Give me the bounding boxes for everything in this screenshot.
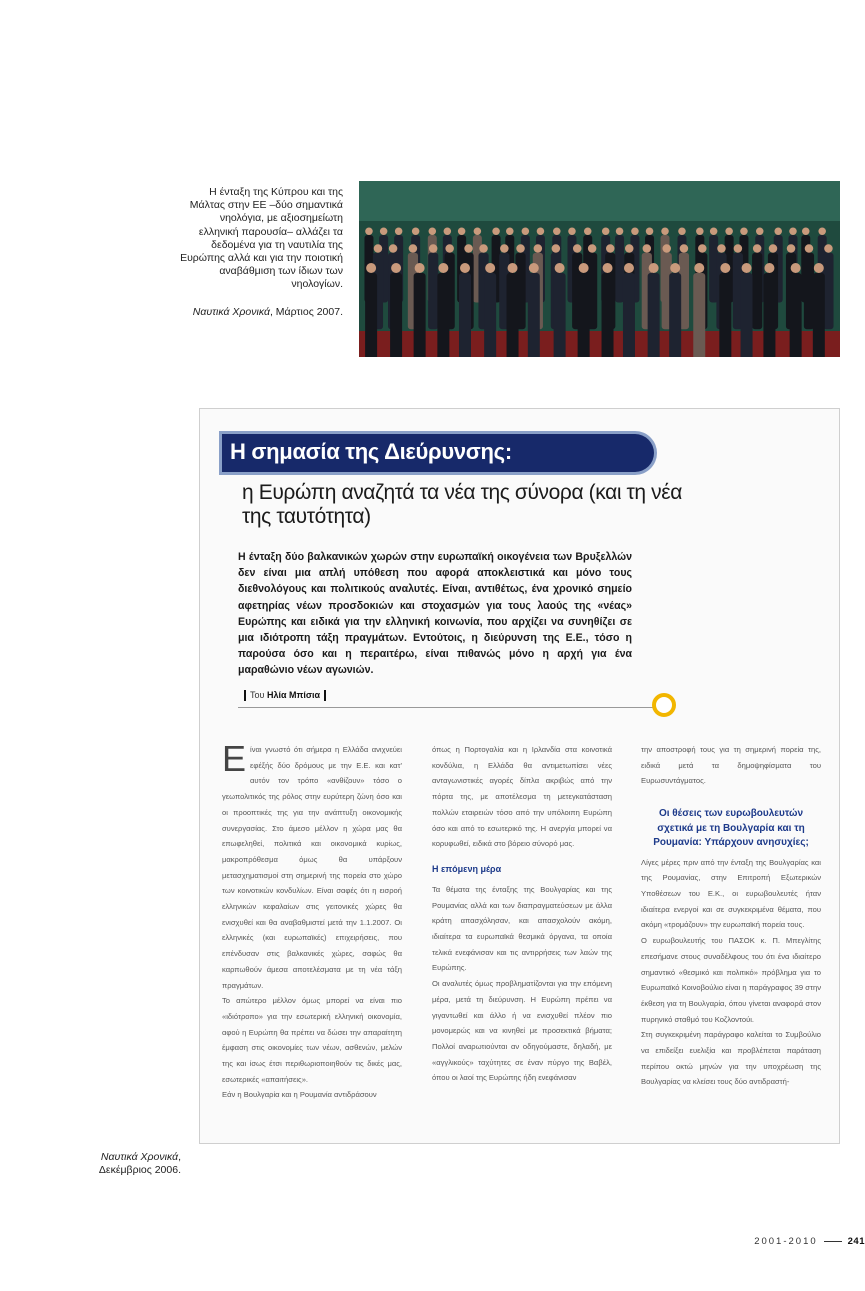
figure-head: [366, 263, 376, 273]
col3-paragraph-1: την αποστροφή τους για τη σημερινή πορεία της, ειδικά μετά τα δημοψηφίσματα του Ευρωσυντάγματος.: [641, 745, 821, 786]
figure-body: [823, 253, 833, 329]
figure-body: [459, 273, 471, 357]
figure-body: [813, 273, 825, 357]
article-column-2: [432, 742, 612, 1086]
figure-head: [662, 244, 671, 253]
figure-head: [643, 244, 652, 253]
figure-head: [429, 228, 437, 236]
figure-head: [802, 228, 810, 236]
col3-paragraph-4: Στη συγκεκριμένη παράγραφο καλείται το Συμβούλιο να επιδείξει ευελιξία και προβλέπεται παράταση περίπου οκτώ μηνών για την υποχρέωση της Βουλγαρίας να κλείσει τους δύο αντιδραστή-: [641, 1030, 821, 1087]
figure-head: [395, 228, 403, 236]
byline-prefix: Του: [250, 690, 265, 700]
figure-head: [464, 244, 473, 253]
footer-years: 2001-2010: [754, 1236, 818, 1247]
figure-body: [528, 273, 540, 357]
figure-head: [506, 228, 514, 236]
figure-head: [508, 263, 518, 273]
figure-head: [694, 263, 704, 273]
figure-head: [444, 228, 452, 236]
col1-paragraph-2: Το απώτερο μέλλον όμως μπορεί να είναι πιο «ιδιότροπο» για την εσωτερική ελληνική οικονομία, αφού η Ευρώπη θα πρέπει να δώσει την απαραίτητη έμφαση στις οικονομίες των νέων, ασθενών, μελών της και ίσως έτσι περιθωριοποιηθούν τις δικές μας, εσωτερικές «απαιτήσεις».: [222, 996, 402, 1084]
figure-body: [365, 273, 377, 357]
figure-head: [415, 263, 425, 273]
col3-paragraph-2: Λίγες μέρες πριν από την ένταξη της Βουλγαρίας και της Ρουμανίας, στην Επιτροπή Εξωτερικών Υποθέσεων του Ε.Κ., οι ευρωβουλευτές ήταν ιδιαίτερα ενεργοί και σε συγκεκριμένα θέματα, που ακόμη «τρομάζουν» την ευρωπαϊκή πορεία τους.: [641, 857, 821, 930]
figure-body: [648, 273, 660, 357]
figure-head: [588, 244, 597, 253]
figure-body: [623, 273, 635, 357]
figure-head: [678, 228, 686, 236]
figure-head: [555, 263, 565, 273]
figure-head: [603, 263, 613, 273]
clipping-byline: [240, 690, 330, 701]
byline-bar-left: [244, 690, 246, 701]
figure-head: [579, 263, 589, 273]
figure-head: [787, 244, 796, 253]
figure-body: [804, 253, 814, 329]
col3-paragraph-3: Ο ευρωβουλευτής του ΠΑΣΟΚ κ. Π. Μπεγλίτης επεσήμανε στους συναδέλφους του ότι ένα ιδιαίτερο σημαντικό «θεσμικό και πολιτικό» πρόβλημα για το Ευρωπαϊκό Κοινοβούλιο είναι η παράγραφος 39 στην έκθεση για τη Βουλγαρία, όπου γίνεται αναφορά στον πυρηνικό σταθμό του Κοζλοντούι.: [641, 936, 821, 1024]
col1-paragraph-1-text: ίναι γνωστό ότι σήμερα η Ελλάδα ανιχνεύει εφέξής δύο δρόμους με την Ε.Ε. και κατ' αυτόν τον τρόπο «ανθίζουν» τόσο ο γεωπολιτικός της ρόλος στην ευρύτερη ζώνη όσο και οι προοπτικές της για την ανάπτυξη οικονομικής συνεργασίας. Στο άμεσο μέλλον η χώρα μας θα επωφεληθεί, πολιτικά και οικονομικά κυρίως, μακροπρόθεσμα όμως θα υπάρξουν μετασχηματισμοί στη σημερινή της πορεία στο χώρο των κοινοτικών κονδυλίων. Είναι σαφές ότι η εισροή ελληνικών κεφαλαίων στις γειτονικές χώρες θα ενισχυθεί και θα αναβαθμιστεί μετά την 1.1.2007. Οι ελληνικές (και ευρωπαϊκές) επιχειρήσεις, που επένδυσαν στις βαλκανικές χώρες, σαφώς θα καρπωθούν άμεσα αποτελέσματα με τη νέα τάξη πραγμάτων.: [222, 745, 402, 990]
dropcap: Ε: [222, 738, 247, 779]
col2-paragraph-1: όπως η Πορτογαλία και η Ιρλανδία στα κοινοτικά κονδύλια, η Ελλάδα θα αντιμετωπίσει νέες ανταγωνιστικές αγορές δίπλα ακριβώς από την πόρτα της, με αποτέλεσμα τη μετεγκατάσταση πολλών εταιρειών τόσο από την υπόλοιπη Ευρώπη όσο και από το εσωτερικό της. Η ανεργία μπορεί να κορυφωθεί, ειδικά στο βόρειο σύνορό μας.: [432, 745, 612, 849]
clipping-caption: [60, 1151, 181, 1177]
figure-head: [573, 244, 582, 253]
byline-author: Ηλία Μπίσια: [266, 690, 321, 700]
figure-head: [646, 228, 654, 236]
figure-head: [412, 228, 420, 236]
figure-head: [734, 244, 743, 253]
figure-head: [374, 244, 383, 253]
figure-head: [389, 244, 398, 253]
figure-head: [824, 244, 833, 253]
figure-body: [507, 273, 519, 357]
figure-head: [717, 244, 726, 253]
figure-head: [537, 228, 545, 236]
figure-body: [669, 273, 681, 357]
figure-head: [429, 244, 438, 253]
figure-head: [460, 263, 470, 273]
figure-head: [479, 244, 488, 253]
col1-paragraph-3: Εάν η Βουλγαρία και η Ρουμανία αντιδράσουν: [222, 1090, 377, 1100]
figure-head: [438, 263, 448, 273]
figure-body: [578, 273, 590, 357]
figure-body: [763, 273, 775, 357]
figure-head: [769, 244, 778, 253]
figure-body: [554, 273, 566, 357]
figure-head: [818, 228, 826, 236]
magazine-clipping: [199, 408, 840, 1144]
figure-body: [437, 273, 449, 357]
figure-head: [661, 228, 669, 236]
figure-head: [631, 228, 639, 236]
figure-body: [390, 273, 402, 357]
article-column-3: [641, 742, 821, 1090]
figure-head: [380, 228, 388, 236]
figure-head: [670, 263, 680, 273]
figure-body: [484, 273, 496, 357]
figure-head: [529, 263, 539, 273]
figure-body: [428, 253, 438, 329]
col2-paragraph-3: Οι αναλυτές όμως προβληματίζονται για την επόμενη μέρα, μετά τη διεύρυνση. Η Ευρώπη πρέπει να γιγαντωθεί και άλλο ή να ενισχυθεί πλέον πιο μονομερώς και να κινηθεί με προσεκτικά βήματα; Πολλοί αναρωτιούνται αν οδηγούμαστε, δηλαδή, με «αγγλικούς» ταχύτητες σε έναν πύργο της Βαβέλ, όπου οι λαοί της Ευρώπης ήδη ενεφάνισαν: [432, 979, 612, 1083]
figure-head: [522, 228, 530, 236]
figure-head: [553, 228, 561, 236]
figure-head: [680, 244, 689, 253]
figure-head: [365, 228, 373, 236]
figure-head: [720, 263, 730, 273]
figure-head: [616, 228, 624, 236]
figure-body: [790, 273, 802, 357]
figure-head: [409, 244, 418, 253]
figure-head: [474, 228, 482, 236]
figure-head: [710, 228, 718, 236]
page-footer: [754, 1236, 865, 1247]
figure-head: [764, 263, 774, 273]
col2-paragraph-2: Τα θέματα της ένταξης της Βουλγαρίας και της Ρουμανίας αλλά και των διαπραγματεύσεων με άλλα κράτη απασχόλησαν, και απασχολούν ακόμη, ιδιαίτερα τα ευρωπαϊκά θεσμικά όργανα, τα οποία τελικά ενεφάνισαν και τις αντιρρήσεις των λαών της Ευρώπης.: [432, 884, 612, 973]
clipping-subhead: η Ευρώπη αναζητά τα νέα της σύνορα (και τη νέα της ταυτότητα): [242, 481, 682, 528]
figure-body: [752, 253, 762, 329]
figure-body: [693, 273, 705, 357]
col1-paragraph-1: [222, 738, 402, 993]
photo-caption-text: Η ένταξη της Κύπρου και της Μάλτας στην ΕΕ –δύο σημαντικά νηολόγια, με αξιοσημείωτη ελληνική παρουσία– αλλάζει τα δεδομένα για τη ναυτιλία της Ευρώπης αλλά και για την ποιοτική αναβάθμιση των ίδιων των νηολογίων.: [180, 186, 343, 291]
figure-body: [414, 273, 426, 357]
figure-head: [698, 244, 707, 253]
figure-head: [500, 244, 509, 253]
figure-head: [602, 228, 610, 236]
figure-head: [756, 228, 764, 236]
figure-head: [445, 244, 454, 253]
article-column-1: [222, 738, 402, 1103]
clipping-caption-date: , Δεκέμβριος 2006.: [98, 1151, 181, 1176]
figure-body: [719, 273, 731, 357]
col3-subtitle: Οι θέσεις των ευρωβουλευτών σχετικά με τη Βουλγαρία και τη Ρουμανία: Υπάρχουν ανησυχίες;: [653, 808, 809, 849]
figure-head: [534, 244, 543, 253]
col2-subtitle: Η επόμενη μέρα: [432, 863, 502, 874]
accent-ring-icon: [652, 693, 676, 717]
page-number: 241: [847, 1236, 865, 1247]
figure-head: [753, 244, 762, 253]
photo-caption: [180, 186, 343, 319]
figure-head: [391, 263, 401, 273]
figure-head: [789, 228, 797, 236]
figure-head: [492, 228, 500, 236]
figure-head: [625, 244, 634, 253]
figure-head: [696, 228, 704, 236]
photo-caption-date: , Μάρτιος 2007.: [269, 305, 343, 318]
figure-head: [791, 263, 801, 273]
figure-head: [485, 263, 495, 273]
group-photo: [359, 181, 840, 357]
figure-head: [552, 244, 561, 253]
figure-head: [814, 263, 824, 273]
clipping-banner-title: Η σημασία της Διεύρυνσης:: [230, 439, 512, 464]
byline-rule: [238, 707, 656, 708]
figure-body: [602, 273, 614, 357]
clipping-caption-publication: Ναυτικά Χρονικά: [100, 1151, 179, 1163]
figure-head: [740, 228, 748, 236]
figure-head: [458, 228, 466, 236]
byline-bar-right: [324, 690, 326, 701]
figure-head: [774, 228, 782, 236]
photo-caption-publication: Ναυτικά Χρονικά: [192, 305, 270, 318]
figure-head: [584, 228, 592, 236]
figure-head: [606, 244, 615, 253]
figure-head: [725, 228, 733, 236]
figure-head: [624, 263, 634, 273]
clipping-lead: Η ένταξη δύο βαλκανικών χωρών στην ευρωπαϊκή οικογένεια των Βρυξελλών δεν είναι μια απλή υπόθεση που αφορά αποκλειστικά και μόνο τους διεθνολόγους και πολιτικούς αναλυτές. Είναι, αντιθέτως, ένα χρονικό σημείο αφετηρίας νέων προσδοκιών και στοχασμών για τους λαούς της «νέας» Ευρώπης και ειδικά για την ελληνική κοινωνία, που αρχίζει να συνηθίζει σε μια ιδιότροπη τάξη πραγμάτων. Εντούτοις, η διεύρυνση της Ε.Ε., τόσο η παρούσα όσο και η περαιτέρω, είναι πιθανώς μόνο η αρχή για ένα μαραθώνιο νέων αγωνιών.: [238, 551, 632, 677]
footer-dash: [824, 1241, 842, 1242]
figure-body: [615, 235, 624, 303]
photo-caption-source: [180, 306, 343, 319]
figure-head: [649, 263, 659, 273]
group-photo-figures: [359, 181, 840, 357]
figure-head: [805, 244, 814, 253]
figure-head: [742, 263, 752, 273]
figure-body: [741, 273, 753, 357]
clipping-banner: [222, 434, 654, 472]
figure-head: [568, 228, 576, 236]
figure-head: [516, 244, 525, 253]
